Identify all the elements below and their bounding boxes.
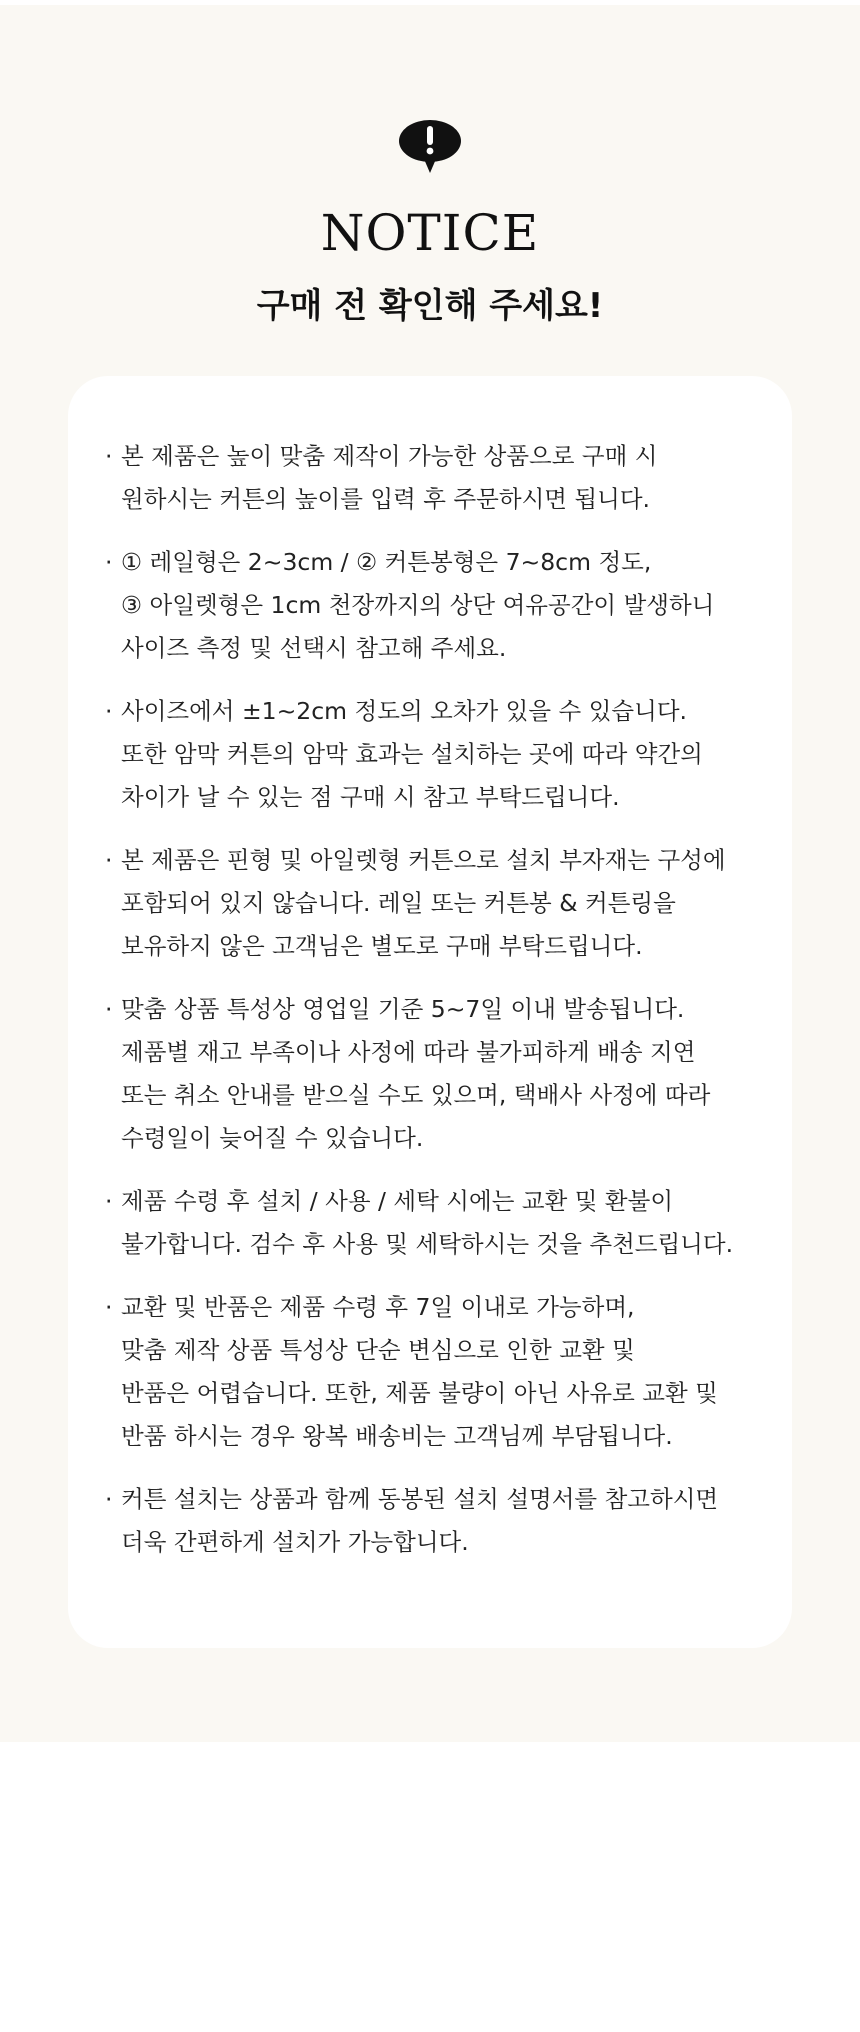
notice-line: · ① 레일형은 2~3cm / ② 커튼봉형은 7~8cm 정도, xyxy=(121,548,652,576)
notice-section xyxy=(0,5,860,1742)
notice-line: 맞춤 제작 상품 특성상 단순 변심으로 인한 교환 및 xyxy=(121,1336,635,1364)
notice-line: · 교환 및 반품은 제품 수령 후 7일 이내로 가능하며, xyxy=(121,1293,635,1321)
notice-subtitle: 구매 전 확인해 주세요! xyxy=(256,286,604,326)
notice-title: NOTICE xyxy=(320,204,540,262)
notice-line: · 커튼 설치는 상품과 함께 동봉된 설치 설명서를 참고하시면 xyxy=(121,1485,719,1513)
notice-line: · 제품 수령 후 설치 / 사용 / 세탁 시에는 교환 및 환불이 xyxy=(121,1187,674,1215)
notice-item xyxy=(105,839,792,968)
notice-line: 제품별 재고 부족이나 사정에 따라 불가피하게 배송 지연 xyxy=(121,1038,696,1066)
notice-line: 반품은 어렵습니다. 또한, 제품 불량이 아닌 사유로 교환 및 xyxy=(121,1379,718,1407)
notice-line: 사이즈 측정 및 선택시 참고해 주세요. xyxy=(121,634,507,662)
notice-card xyxy=(68,376,792,1648)
notice-line: · 본 제품은 높이 맞춤 제작이 가능한 상품으로 구매 시 xyxy=(121,442,658,470)
notice-line: 차이가 날 수 있는 점 구매 시 참고 부탁드립니다. xyxy=(121,783,620,811)
notice-item xyxy=(105,690,792,819)
notice-line: 수령일이 늦어질 수 있습니다. xyxy=(121,1124,424,1152)
notice-line: · 본 제품은 핀형 및 아일렛형 커튼으로 설치 부자재는 구성에 xyxy=(121,846,726,874)
notice-line: · 맞춤 상품 특성상 영업일 기준 5~7일 이내 발송됩니다. xyxy=(121,995,685,1023)
notice-line: 반품 하시는 경우 왕복 배송비는 고객님께 부담됩니다. xyxy=(121,1422,673,1450)
notice-line: 불가합니다. 검수 후 사용 및 세탁하시는 것을 추천드립니다. xyxy=(121,1230,734,1258)
notice-item xyxy=(105,435,792,521)
notice-item xyxy=(105,1478,792,1564)
notice-line: 또한 암막 커튼의 암막 효과는 설치하는 곳에 따라 약간의 xyxy=(121,740,703,768)
notice-item xyxy=(105,1180,792,1266)
notice-list xyxy=(68,376,792,1564)
notice-line: 포함되어 있지 않습니다. 레일 또는 커튼봉 & 커튼링을 xyxy=(121,889,676,917)
notice-line: 원하시는 커튼의 높이를 입력 후 주문하시면 됩니다. xyxy=(121,485,651,513)
notice-line: ③ 아일렛형은 1cm 천장까지의 상단 여유공간이 발생하니 xyxy=(121,591,715,619)
notice-line: 보유하지 않은 고객님은 별도로 구매 부탁드립니다. xyxy=(121,932,643,960)
notice-line: · 사이즈에서 ±1~2cm 정도의 오차가 있을 수 있습니다. xyxy=(121,697,688,725)
notice-line: 또는 취소 안내를 받으실 수도 있으며, 택배사 사정에 따라 xyxy=(121,1081,711,1109)
notice-item xyxy=(105,541,792,670)
notice-item xyxy=(105,988,792,1160)
notice-item xyxy=(105,1286,792,1458)
notice-line: 더욱 간편하게 설치가 가능합니다. xyxy=(121,1528,469,1556)
speech-bubble-exclamation-icon xyxy=(398,119,462,175)
